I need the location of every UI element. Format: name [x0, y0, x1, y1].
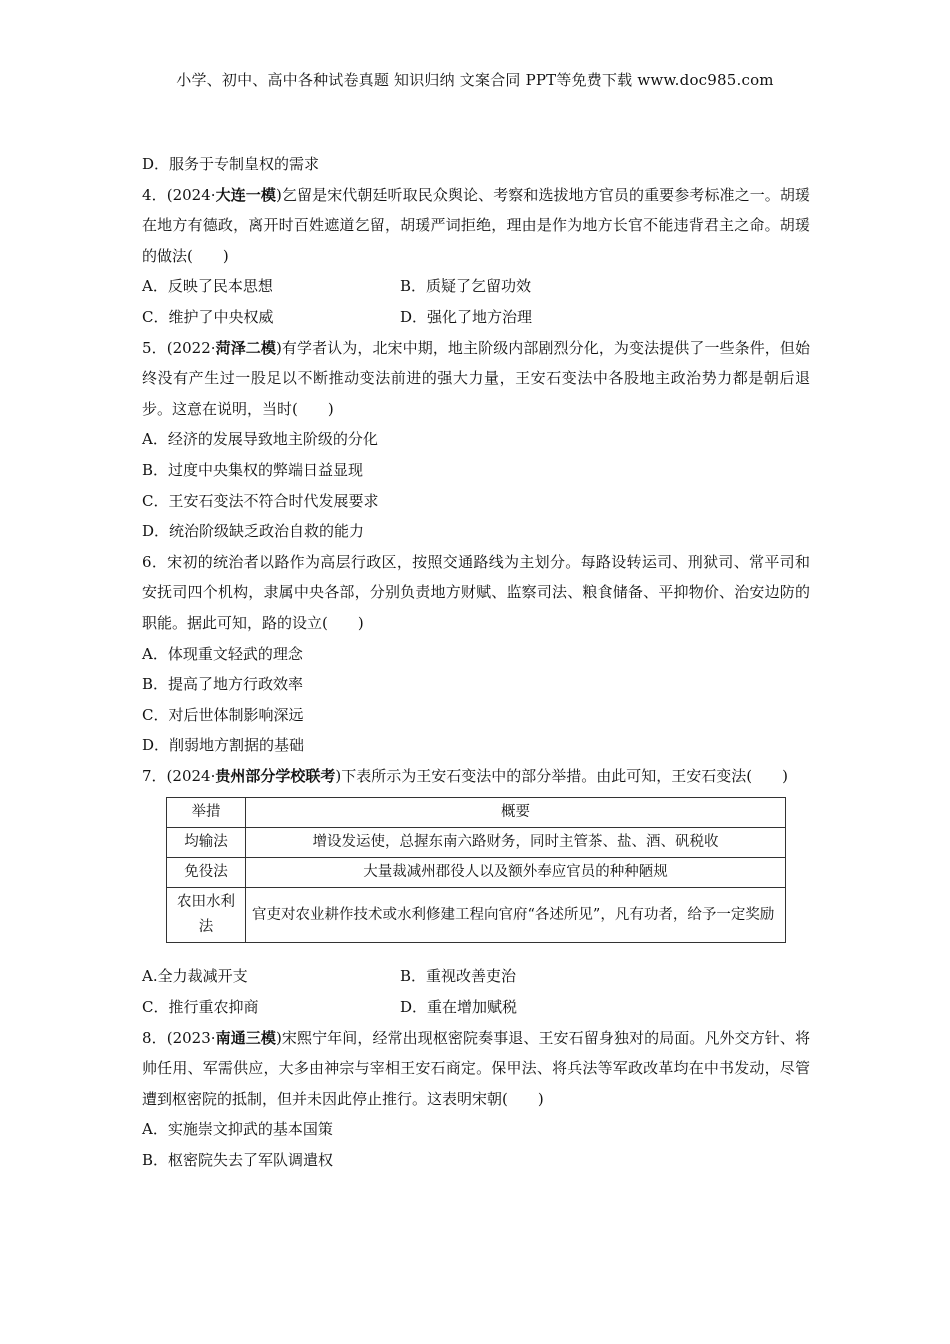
table-cell-measure: 免役法: [167, 858, 246, 888]
q5-source: 菏泽二模: [215, 338, 276, 357]
q4-option-d: D．强化了地方治理: [400, 307, 533, 326]
q7-option-d: D．重在增加赋税: [400, 998, 518, 1017]
q4-source: 大连一模: [215, 185, 276, 204]
q8-source: 南通三模: [215, 1028, 276, 1047]
q8-option-b: B．枢密院失去了军队调遣权: [142, 1151, 334, 1170]
q4-text: )乞留是宋代朝廷听取民众舆论、考察和选拔地方官员的重要参考标准之一。胡瑗在地方有德政，离开时百姓遮道乞留，胡瑗严词拒绝，理由是作为地方长官不能违背君主之命。胡瑗的做法( ): [142, 185, 810, 265]
q8-stem: [142, 1023, 810, 1115]
page-header: 小学、初中、高中各种试卷真题 知识归纳 文案合同 PPT等免费下载 www.doc985.com: [176, 71, 774, 89]
table-header-measure: 举措: [167, 798, 246, 828]
table-cell-summary: 增设发运使，总握东南六路财务，同时主管茶、盐、酒、矾税收: [246, 828, 786, 858]
table-cell-summary: 大量裁减州郡役人以及额外奉应官员的种种陋规: [246, 858, 786, 888]
q5-option-d: D．统治阶级缺乏政治自救的能力: [142, 522, 365, 541]
q4-stem: [142, 180, 810, 272]
q7-options-ab: [142, 961, 810, 992]
reform-measures-table: [166, 797, 786, 943]
q4-number: 4．(2024·: [142, 185, 216, 204]
table-row: [167, 888, 786, 943]
q8-option-a: A．实施崇文抑武的基本国策: [142, 1120, 333, 1139]
q7-stem: [142, 761, 810, 792]
q5-text: )有学者认为，北宋中期，地主阶级内部剧烈分化，为变法提供了一些条件，但始终没有产生过一股足以不断推动变法前进的强大力量，王安石变法中各股地主政治势力都是朝后退步。这意在说明，当时( ): [142, 338, 810, 418]
question-content: [142, 149, 810, 1176]
q5-stem: [142, 333, 810, 425]
q5-number: 5．(2022·: [142, 338, 216, 357]
table-header-row: [167, 798, 786, 828]
q7-options-cd: [142, 992, 810, 1023]
q7-text: )下表所示为王安石变法中的部分举措。由此可知，王安石变法( ): [335, 766, 788, 785]
table-cell-measure: 农田水利法: [167, 888, 246, 943]
q6-option-b: B．提高了地方行政效率: [142, 675, 304, 694]
q5-option-a: A．经济的发展导致地主阶级的分化: [142, 430, 378, 449]
q7-option-c: C．推行重农抑商: [142, 998, 259, 1017]
q7-source: 贵州部分学校联考: [215, 766, 336, 785]
table-cell-measure: 均输法: [167, 828, 246, 858]
q6-option-a: A．体现重文轻武的理念: [142, 644, 303, 663]
q6-option-d: D．削弱地方割据的基础: [142, 736, 305, 755]
q4-option-b: B．质疑了乞留功效: [400, 277, 532, 296]
q5-option-c: C．王安石变法不符合时代发展要求: [142, 491, 379, 510]
q4-option-c: C．维护了中央权威: [142, 307, 274, 326]
q4-options-ab: [142, 271, 810, 302]
table-header-summary: 概要: [246, 798, 786, 828]
table-row: [167, 858, 786, 888]
table-cell-summary: 官吏对农业耕作技术或水利修建工程向官府“各述所见”，凡有功者，给予一定奖励: [246, 888, 786, 943]
q6-option-c: C．对后世体制影响深远: [142, 705, 304, 724]
q5-option-b: B．过度中央集权的弊端日益显现: [142, 460, 364, 479]
q8-text: )宋熙宁年间，经常出现枢密院奏事退、王安石留身独对的局面。凡外交方针、将帅任用、军需供应，大多由神宗与宰相王安石商定。保甲法、将兵法等军政改革均在中书发动，尽管遭到枢密院的抵制，但并未因此停止推行。这表明宋朝( ): [142, 1028, 810, 1108]
q3-option-d: D．服务于专制皇权的需求: [142, 155, 320, 173]
q7-option-a: A.全力裁减开支: [142, 967, 248, 986]
q4-options-cd: [142, 302, 810, 333]
q8-number: 8．(2023·: [142, 1028, 216, 1047]
q7-option-b: B．重视改善吏治: [400, 967, 517, 986]
q4-option-a: A．反映了民本思想: [142, 277, 273, 296]
q6-stem: 6．宋初的统治者以路作为高层行政区，按照交通路线为主划分。每路设转运司、刑狱司、常平司和安抚司四个机构，隶属中央各部，分别负责地方财赋、监察司法、粮食储备、平抑物价、治安边防的职能。据此可知，路的设立( ): [142, 552, 810, 632]
q7-number: 7．(2024·: [142, 766, 216, 785]
table-row: [167, 828, 786, 858]
